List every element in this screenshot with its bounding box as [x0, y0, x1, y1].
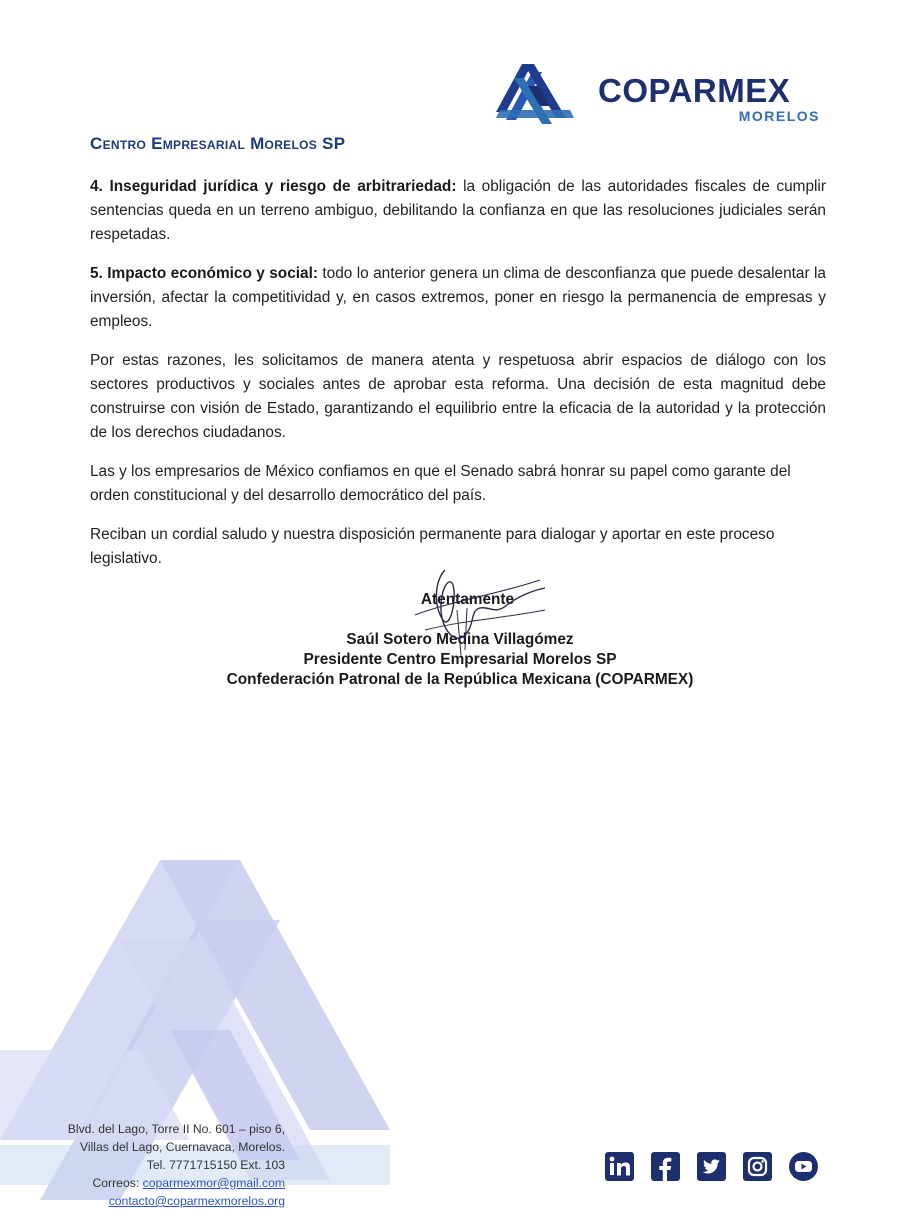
point-5-heading: 5. Impacto económico y social: [90, 265, 318, 282]
email-link-2[interactable]: contacto@coparmexmorelos.org [108, 1194, 285, 1208]
logo-name: COPARMEX [598, 72, 791, 109]
instagram-icon[interactable] [743, 1152, 772, 1181]
point-5-text: todo lo anterior genera un clima de desconfianza que puede desalentar la inversión, afectar la competitividad y, en casos extremos, poner en riesgo la permanencia de empresas y empleos. [90, 265, 826, 330]
paragraph-greeting: Reciban un cordial saludo y nuestra disposición permanente para dialogar y aportar en este proceso legislativo. [90, 526, 775, 567]
youtube-icon[interactable] [789, 1152, 818, 1181]
letter-body [90, 175, 826, 586]
emails-line-2 [20, 1192, 285, 1210]
logo-subtitle: MORELOS [738, 108, 820, 124]
social-icons [605, 1152, 818, 1182]
signature-block [140, 590, 780, 690]
signatory-organization: Confederación Patronal de la República Mexicana (COPARMEX) [226, 671, 694, 688]
org-header: Centro Empresarial Morelos SP [90, 134, 346, 153]
twitter-icon[interactable] [697, 1152, 726, 1181]
linkedin-icon[interactable] [605, 1152, 634, 1181]
signatory-title: Presidente Centro Empresarial Morelos SP [303, 651, 617, 668]
signatory-name: Saúl Sotero Medina Villagómez [346, 631, 574, 648]
point-4-heading: 4. Inseguridad jurídica y riesgo de arbitrariedad: [90, 178, 457, 195]
paragraph-point-5 [90, 262, 826, 334]
closing-line: Atentamente [420, 591, 515, 608]
coparmex-mark-icon [494, 58, 576, 124]
emails-label: Correos: [92, 1176, 140, 1190]
paragraph-request: Por estas razones, les solicitamos de manera atenta y respetuosa abrir espacios de diálogo con los sectores productivos y sociales antes de aprobar esta reforma. Una decisión de esta magnitud debe construirse con visión de Estado, garantizando el equilibrio entre la eficacia de la autoridad y la protección de los derechos ciudadanos. [90, 352, 826, 441]
address-line-1: Blvd. del Lago, Torre II No. 601 – piso 6, [67, 1122, 285, 1136]
paragraph-point-4 [90, 175, 826, 247]
phone-line: Tel. 7771715150 Ext. 103 [146, 1158, 285, 1172]
emails-line [20, 1174, 285, 1192]
footer-address [20, 1120, 285, 1210]
coparmex-logo [494, 58, 824, 128]
email-link-1[interactable]: coparmexmor@gmail.com [142, 1176, 285, 1190]
facebook-icon[interactable] [651, 1152, 680, 1181]
address-line-2: Villas del Lago, Cuernavaca, Morelos. [79, 1140, 285, 1154]
point-4-text: la obligación de las autoridades fiscales de cumplir sentencias queda en un terreno ambiguo, debilitando la confianza en que las resoluciones judiciales serán respetadas. [90, 178, 826, 243]
paragraph-confidence: Las y los empresarios de México confiamos en que el Senado sabrá honrar su papel como garante del orden constitucional y del desarrollo democrático del país. [90, 463, 791, 504]
